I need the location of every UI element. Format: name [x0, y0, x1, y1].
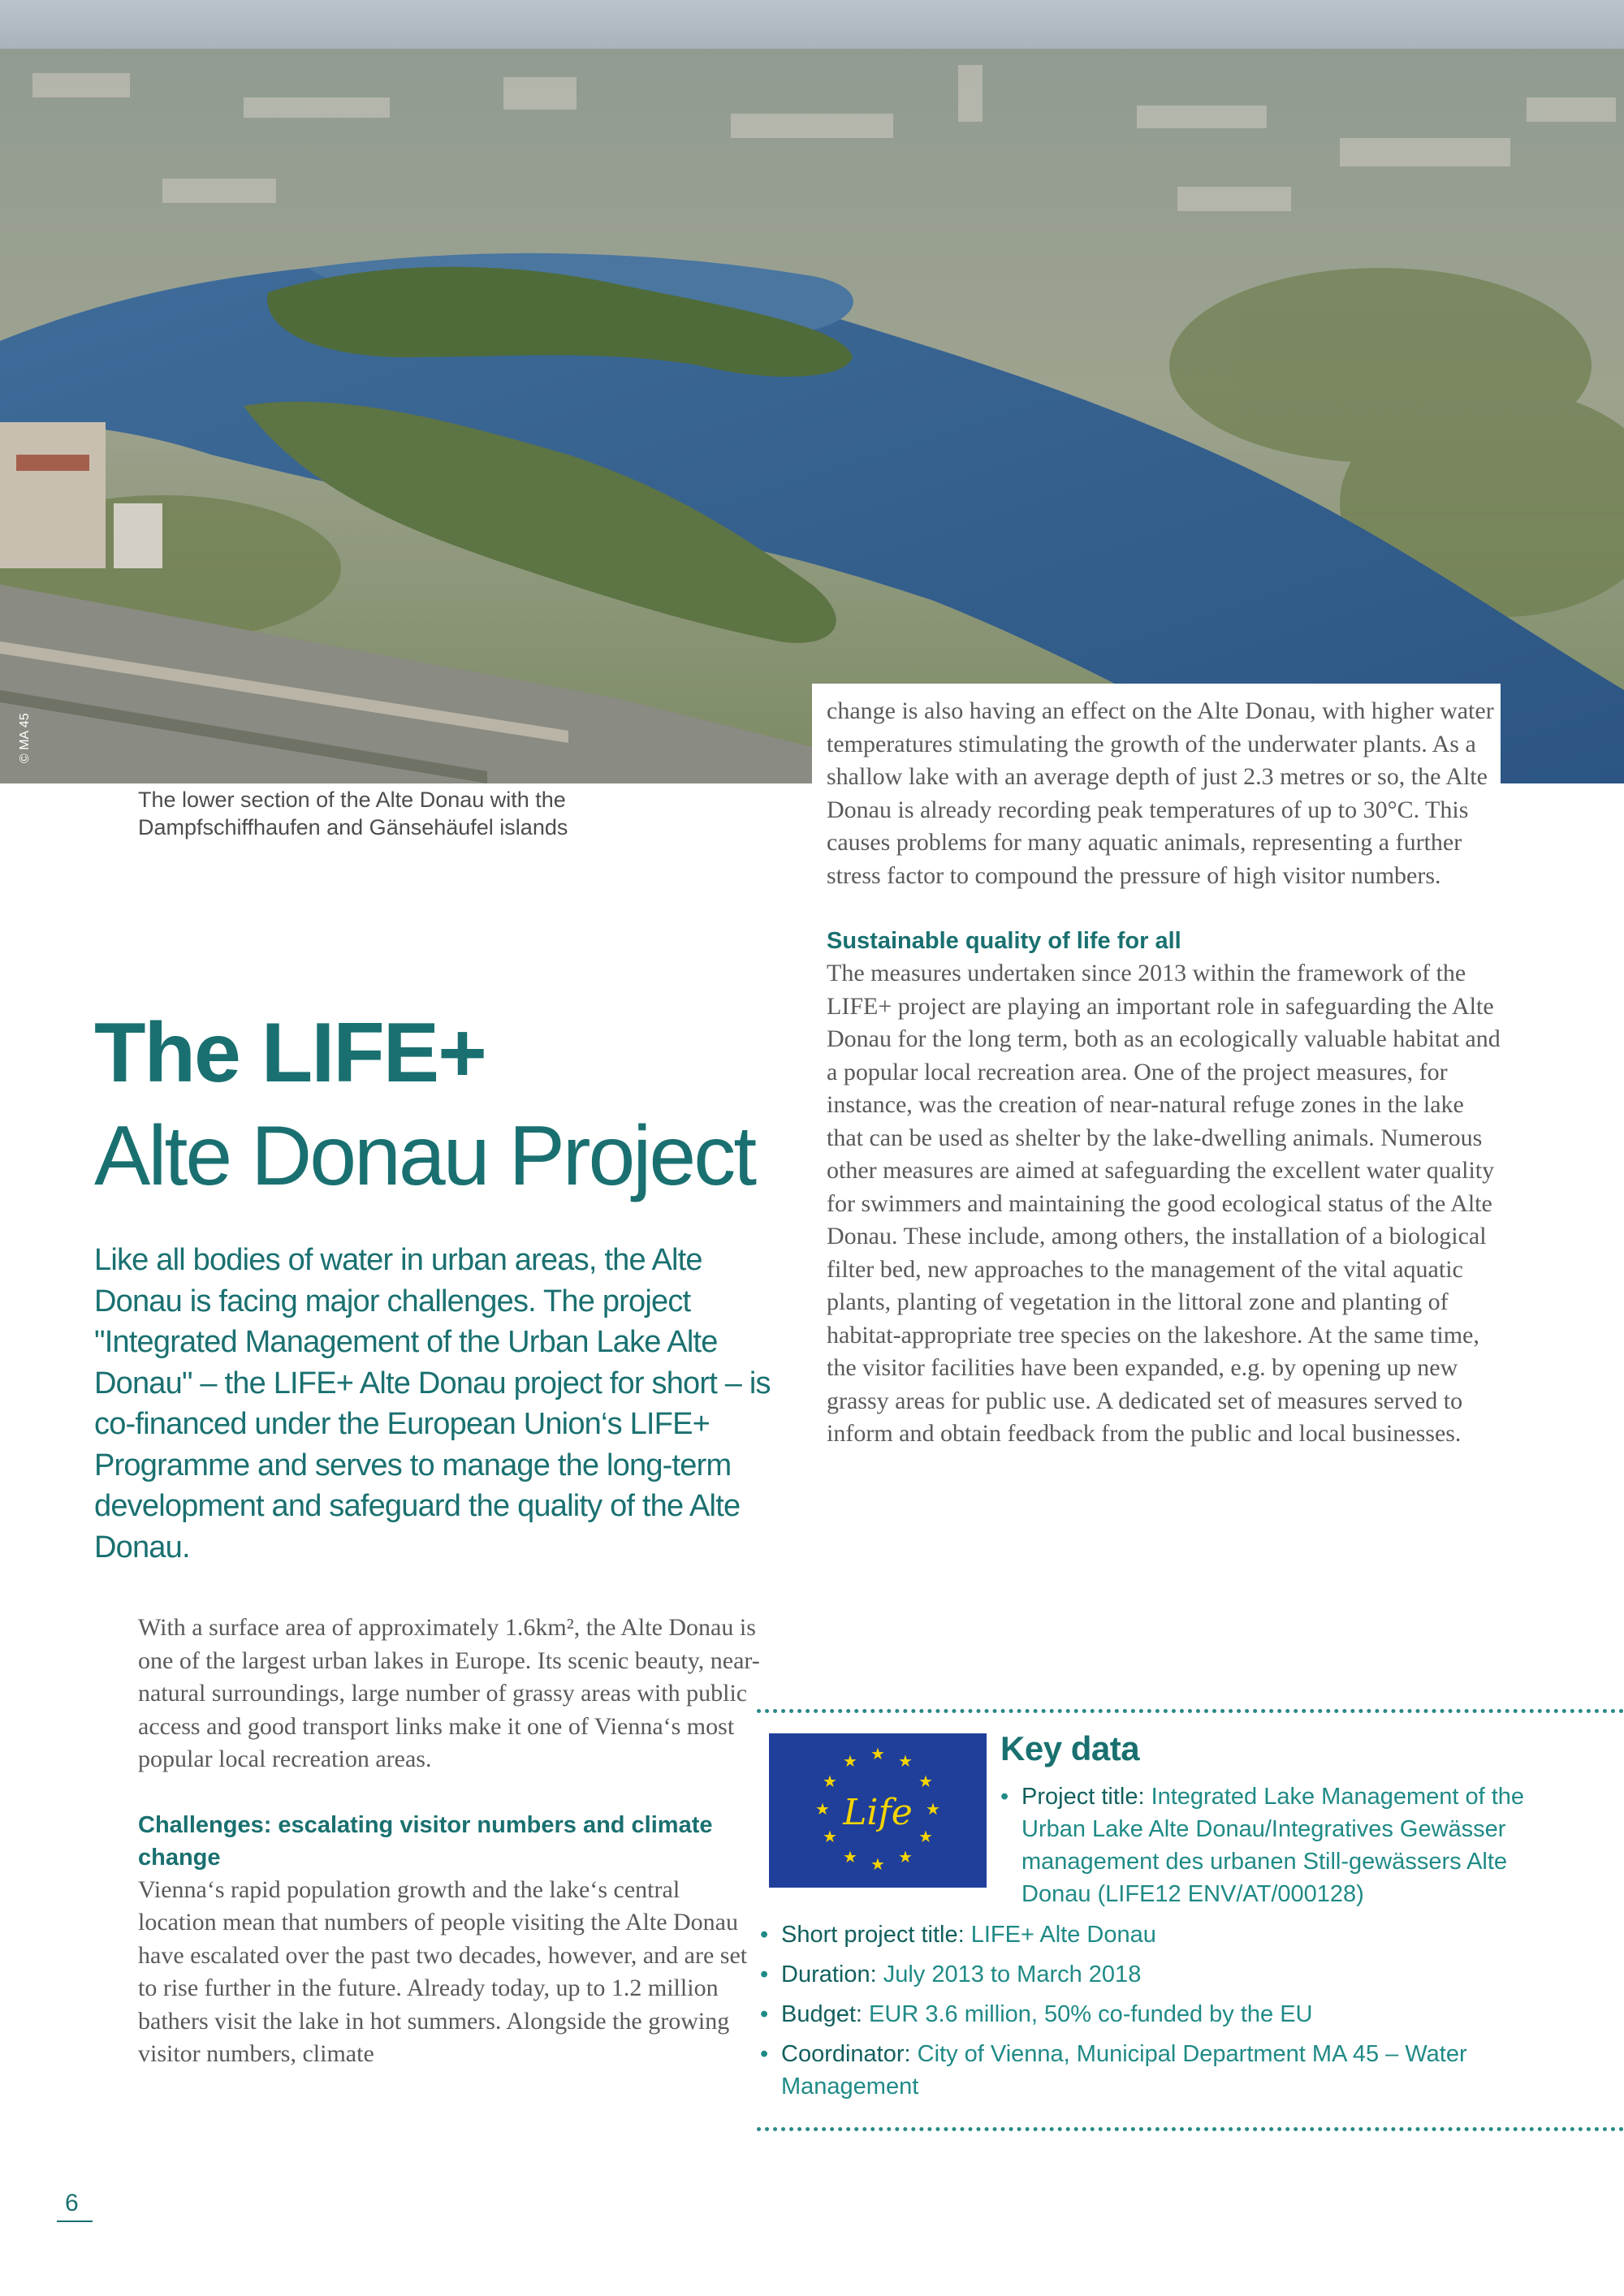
- svg-text:★: ★: [918, 1827, 933, 1846]
- right-column: [827, 695, 1501, 1451]
- svg-text:★: ★: [870, 1854, 885, 1874]
- page-number: 6: [65, 2190, 79, 2216]
- key-data-value: City of Vienna, Municipal Department MA 45 – Water Management: [781, 2041, 1467, 2100]
- svg-text:★: ★: [898, 1751, 913, 1771]
- key-data-item-project-title: [1000, 1780, 1553, 1918]
- photo-credit: © MA 45: [18, 713, 32, 763]
- svg-text:★: ★: [823, 1827, 837, 1846]
- lead-paragraph: Like all bodies of water in urban areas, the Alte Donau is facing major challenges. The project "Integrated Management of the Urban Lake Alte Donau" – the LIFE+ Alte Donau project for short – is co-financed under the European Union‘s LIFE+ Programme and serves to manage the long-term development and safeguard the quality of the Alte Donau.: [94, 1243, 771, 1564]
- aerial-photo: [0, 0, 1624, 783]
- svg-text:★: ★: [870, 1744, 885, 1763]
- page-title-line2: Alte Donau Project: [94, 1109, 755, 1203]
- page-title-line1: The LIFE+: [94, 1006, 486, 1100]
- key-data-label: Duration:: [781, 1962, 877, 1987]
- key-data-value: Integrated Lake Management of the Urban Lake Alte Donau/Integratives Gewässer management des urbanen Still-gewässers Alte Donau (LIFE12 ENV/AT/000128): [1021, 1784, 1525, 1907]
- aerial-photo-illustration: [0, 0, 1624, 783]
- life-logo-text: Life: [843, 1792, 913, 1833]
- svg-text:★: ★: [926, 1799, 940, 1819]
- bullet-icon: •: [760, 2041, 769, 2067]
- key-data-label: Short project title:: [781, 1922, 965, 1948]
- key-data-value: LIFE+ Alte Donau: [970, 1922, 1156, 1948]
- key-data-heading: Key data: [1000, 1729, 1140, 1767]
- svg-text:★: ★: [823, 1772, 837, 1791]
- key-data-value: July 2013 to March 2018: [883, 1962, 1142, 1987]
- continued-paragraph: change is also having an effect on the Alte Donau, with higher water temperatures stimulating the growth of the underwater plants. As a shallow lake with an average depth of just 2.3 metres or so, the Alte Donau is already recording peak temperatures of up to 30°C. This causes problems for many aquatic animals, representing a further stress factor to compound the pressure of high visitor numbers.: [827, 697, 1494, 889]
- key-data-bottom-divider: [757, 2127, 1624, 2131]
- left-column: [138, 1612, 763, 2071]
- life-logo: [769, 1733, 987, 1888]
- bullet-icon: •: [760, 1922, 769, 1948]
- bullet-icon: •: [1000, 1784, 1009, 1810]
- svg-text:★: ★: [898, 1847, 913, 1867]
- list-item: [760, 1998, 1605, 2031]
- svg-text:★: ★: [843, 1847, 857, 1867]
- svg-text:★: ★: [843, 1751, 857, 1771]
- page-number-underline: [57, 2220, 93, 2222]
- photo-caption: The lower section of the Alte Donau with the Dampfschiffhaufen and Gänsehäufel islands: [138, 788, 568, 839]
- svg-text:★: ★: [918, 1772, 933, 1791]
- challenges-heading: Challenges: escalating visitor numbers and climate change: [138, 1811, 713, 1871]
- bullet-icon: •: [760, 2001, 769, 2027]
- key-data-label: Budget:: [781, 2001, 862, 2027]
- key-data-list: [760, 1918, 1605, 2110]
- key-data-value: EUR 3.6 million, 50% co-funded by the EU: [869, 2001, 1313, 2027]
- list-item: [760, 2038, 1605, 2103]
- intro-paragraph: With a surface area of approximately 1.6km², the Alte Donau is one of the largest urban lakes in Europe. Its scenic beauty, near-natural surroundings, large number of grassy areas with public access and good transport links make it one of Vienna‘s most popular local recreation areas.: [138, 1614, 760, 1772]
- list-item: [760, 1918, 1605, 1951]
- key-data-top-divider: [757, 1709, 1624, 1713]
- list-item: [1000, 1780, 1553, 1910]
- list-item: [760, 1958, 1605, 1991]
- key-data-label: Coordinator:: [781, 2041, 911, 2067]
- sustainable-paragraph: The measures undertaken since 2013 within the framework of the LIFE+ project are playing an important role in safeguarding the Alte Donau for the long term, both as an ecologically valuable habitat and a popular local recreation area. One of the project measures, for instance, was the creation of near-natural refuge zones in the lake that can be used as shelter by the lake-dwelling animals. Numerous other measures are aimed at safeguarding the excellent water quality for swimmers and maintaining the good ecological status of the Alte Donau. These include, among others, the installation of a biological filter bed, new approaches to the management of the vital aquatic plants, planting of vegetation in the littoral zone and planting of habitat-appropriate tree species on the lakeshore. At the same time, the visitor facilities have been expanded, e.g. by opening up new grassy areas for public use. A dedicated set of measures served to inform and obtain feedback from the public and local businesses.: [827, 960, 1501, 1447]
- sustainable-heading: Sustainable quality of life for all: [827, 928, 1181, 954]
- svg-text:★: ★: [815, 1799, 830, 1819]
- eu-life-flag-icon: [769, 1733, 987, 1888]
- key-data-label: Project title:: [1021, 1784, 1145, 1810]
- bullet-icon: •: [760, 1962, 769, 1987]
- challenges-paragraph: Vienna‘s rapid population growth and the lake‘s central location mean that numbers of people visiting the Alte Donau have escalated over the past two decades, however, and are set to rise further in the future. Already today, up to 1.2 million bathers visit the lake in hot summers. Alongside the growing visitor numbers, climate: [138, 1875, 748, 2067]
